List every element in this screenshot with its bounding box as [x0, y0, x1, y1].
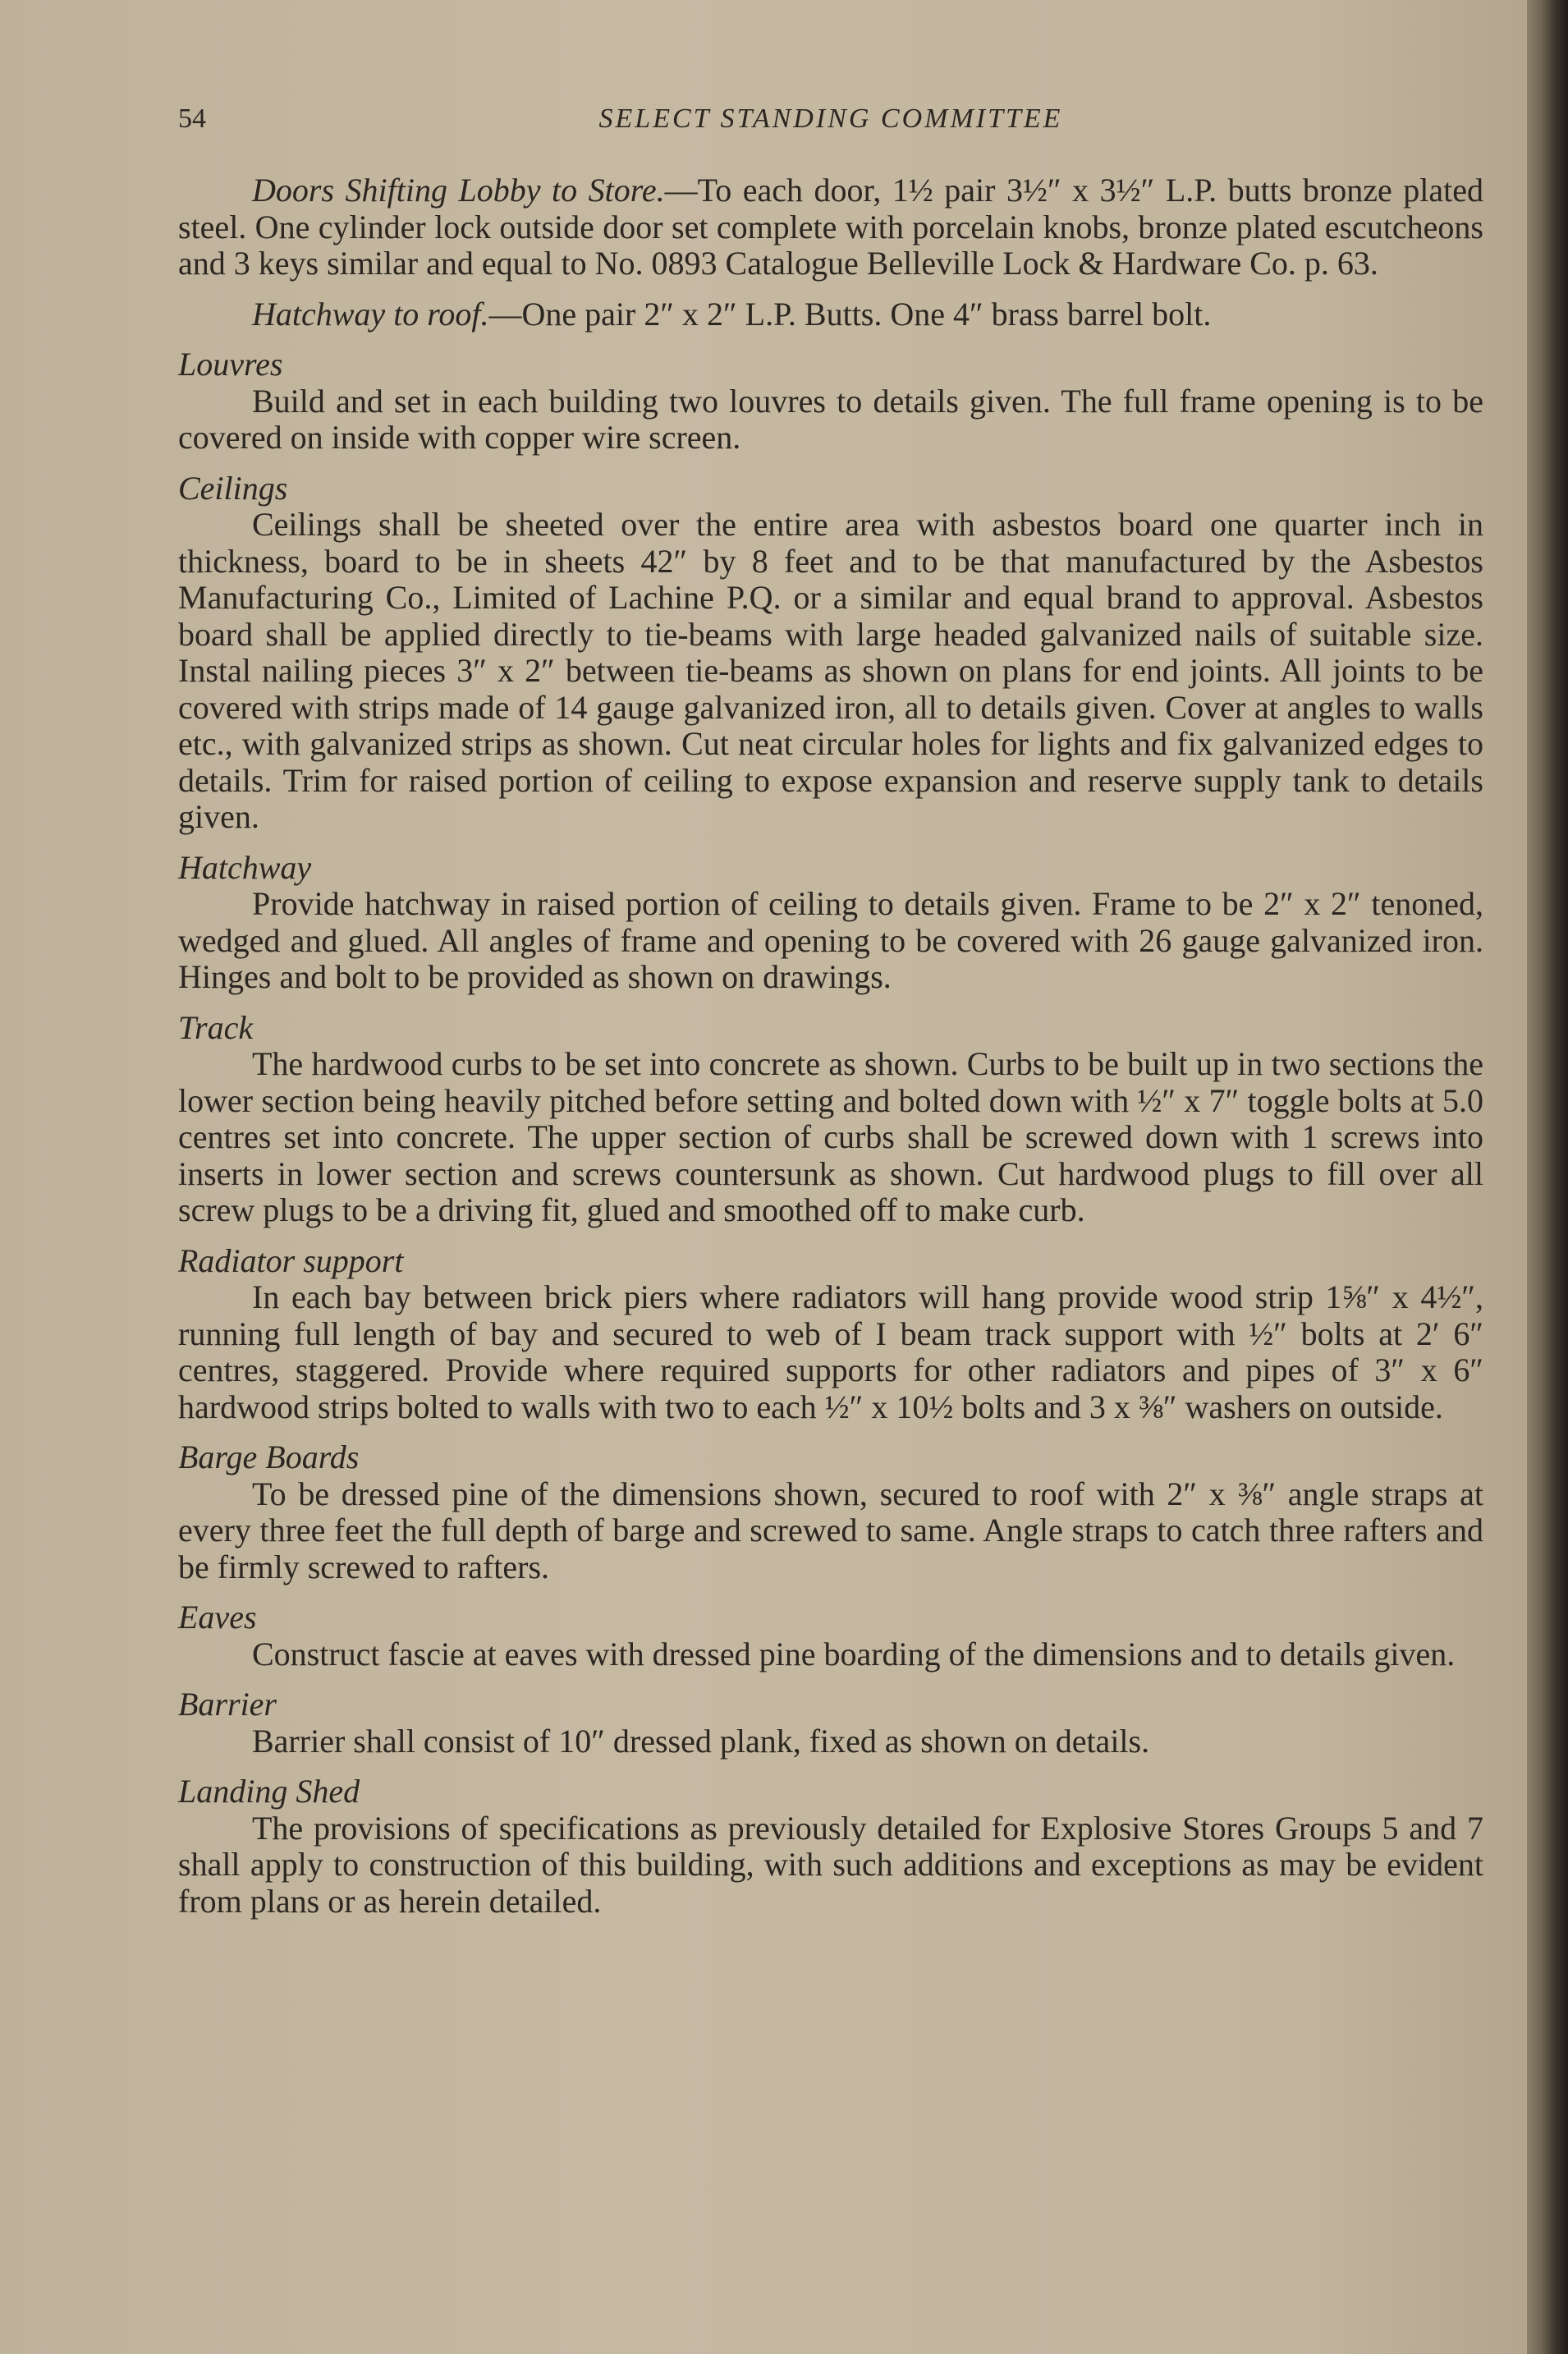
- paragraph: The provisions of specifications as previously detailed for Explosive Stores Groups 5 and 7 shall apply to construction of this building, with such additions and exceptions as may be evident from plans or as herein detailed.: [178, 1809, 1483, 1920]
- intro-hatchway-to-roof: [178, 296, 1483, 333]
- section-radiator-support: [178, 1243, 1483, 1426]
- running-title: SELECT STANDING COMMITTEE: [598, 103, 1063, 134]
- page-header: [178, 103, 1483, 145]
- section-hatchway: [178, 850, 1483, 996]
- page-body: [178, 172, 1483, 1934]
- section-heading: Landing Shed: [178, 1773, 360, 1810]
- paragraph: In each bay between brick piers where radiators will hang provide wood strip 1⅝″ x 4½″, running full length of bay and secured to web of I beam track support with ½″ bolts at 2′ 6″ centres, staggered. Provide where required supports for other radiators and pipes of 3″ x 6″ hardwood strips bolted to walls with two to each ½″ x 10½ bolts and 3 x ⅜″ washers on outside.: [178, 1278, 1483, 1425]
- section-track: [178, 1010, 1483, 1229]
- section-heading: Barge Boards: [178, 1439, 360, 1475]
- paragraph: To be dressed pine of the dimensions shown, secured to roof with 2″ x ⅜″ angle straps at every three feet the full depth of barge and screwed to same. Angle straps to catch three rafters and be firmly screwed to rafters.: [178, 1475, 1483, 1585]
- paragraph: Construct fascie at eaves with dressed pine boarding of the dimensions and to details given.: [252, 1635, 1456, 1673]
- paragraph: Build and set in each building two louvres to details given. The full frame opening is to be covered on inside with copper wire screen.: [178, 382, 1483, 456]
- paragraph-text: —To each door, 1½ pair 3½″ x 3½″ L.P. butts bronze plated steel. One cylinder lock outside door set complete with porcelain knobs, bronze plated escutcheons and 3 keys similar and equal to No. 0893 Catalogue Belleville Lock & Hardware Co. p. 63.: [178, 172, 1483, 282]
- intro-doors-shifting-lobby: [178, 172, 1483, 282]
- paragraph: The hardwood curbs to be set into concrete as shown. Curbs to be built up in two sections the lower section being heavily pitched before setting and bolted down with ½″ x 7″ toggle bolts at 5.0 centres set into concrete. The upper section of curbs shall be screwed down with 1 screws into inserts in lower section and screws countersunk as shown. Cut hardwood plugs to fill over all screw plugs to be a driving fit, glued and smoothed off to make curb.: [178, 1045, 1483, 1228]
- section-barrier: [178, 1686, 1483, 1760]
- section-heading: Radiator support: [178, 1241, 404, 1279]
- section-heading: Track: [178, 1008, 254, 1046]
- paragraph-text: —One pair 2″ x 2″ L.P. Butts. One 4″ brass barrel bolt.: [488, 295, 1212, 333]
- section-heading: Hatchway: [178, 848, 312, 886]
- section-heading: Eaves: [178, 1599, 257, 1636]
- paragraph: Ceilings shall be sheeted over the entire area with asbestos board one quarter inch in thickness, board to be in sheets 42″ by 8 feet and to be that manufactured by the Asbestos Manufacturing Co., Limited of Lachine P.Q. or a similar and equal brand to approval. Asbestos board shall be applied directly to tie-beams with large headed galvanized nails of suitable size. Instal nailing pieces 3″ x 2″ between tie-beams as shown on plans for end joints. All joints to be covered with strips made of 14 gauge galvanized iron, all to details given. Cover at angles to walls etc., with galvanized strips as shown. Cut neat circular holes for lights and fix galvanized edges to details. Trim for raised portion of ceiling to expose expansion and reserve supply tank to details given.: [178, 506, 1483, 835]
- paragraph: [178, 296, 1483, 333]
- section-heading: Louvres: [178, 346, 283, 383]
- section-ceilings: [178, 470, 1483, 836]
- paragraph: [178, 172, 1483, 282]
- section-heading: Ceilings: [178, 469, 288, 507]
- section-heading: Barrier: [178, 1686, 277, 1723]
- paragraph: Barrier shall consist of 10″ dressed plank, fixed as shown on details.: [252, 1722, 1150, 1760]
- section-landing-shed: [178, 1774, 1483, 1920]
- paragraph: Provide hatchway in raised portion of ceiling to details given. Frame to be 2″ x 2″ tenoned, wedged and glued. All angles of frame and opening to be covered with 26 gauge galvanized iron. Hinges and bolt to be provided as shown on drawings.: [178, 885, 1483, 995]
- page-number: 54: [178, 103, 206, 134]
- run-in-heading: Hatchway to roof.: [252, 295, 489, 333]
- book-spine-edge: [1527, 0, 1568, 2354]
- section-louvres: [178, 346, 1483, 457]
- run-in-heading: Doors Shifting Lobby to Store.: [252, 172, 665, 209]
- section-barge-boards: [178, 1439, 1483, 1585]
- section-eaves: [178, 1599, 1483, 1673]
